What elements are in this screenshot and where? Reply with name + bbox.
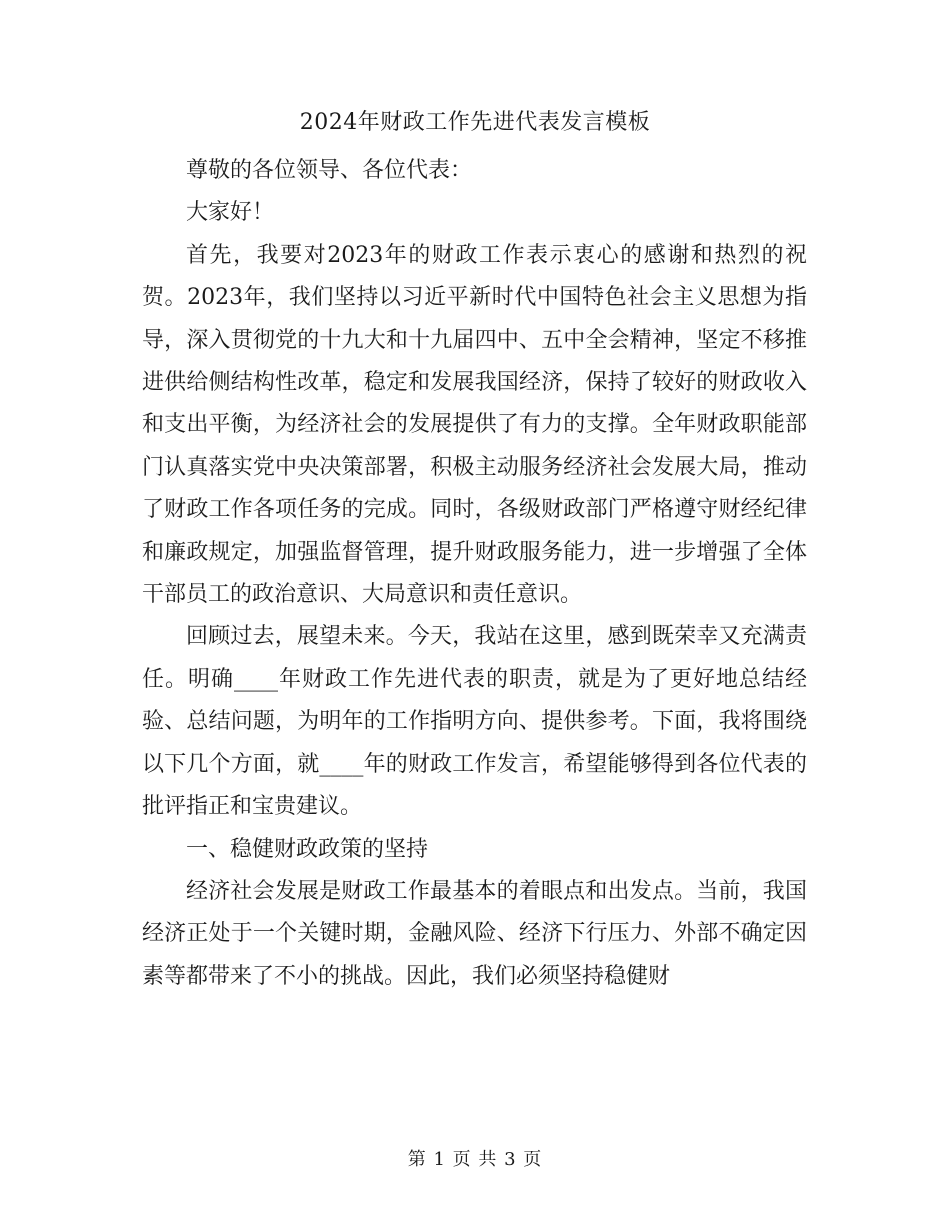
body-paragraph: 首先，我要对2023年的财政工作表示衷心的感谢和热烈的祝贺。2023年，我们坚持以习近平新时代中国特色社会主义思想为指导，深入贯彻党的十九大和十九届四中、五中全会精神，坚定不移推进供给侧结构性改革，稳定和发展我国经济，保持了较好的财政收入和支出平衡，为经济社会的发展提供了有力的支撑。全年财政职能部门认真落实党中央决策部署，积极主动服务经济社会发展大局，推动了财政工作各项任务的完成。同时，各级财政部门严格遵守财经纪律和廉政规定，加强监督管理，提升财政服务能力，进一步增强了全体干部员工的政治意识、大局意识和责任意识。 xyxy=(142,242,807,608)
document-body xyxy=(142,150,807,998)
salutation-paragraph: 尊敬的各位领导、各位代表： xyxy=(186,158,473,183)
document-title: 2024年财政工作先进代表发言模板 xyxy=(299,110,651,135)
section-heading: 一、稳健财政政策的坚持 xyxy=(186,836,429,862)
body-paragraph: 经济社会发展是财政工作最基本的着眼点和出发点。当前，我国经济正处于一个关键时期，金融风险、经济下行压力、外部不确定因素等都带来了不小的挑战。因此，我们必须坚持稳健财 xyxy=(142,878,807,989)
greeting-paragraph: 大家好！ xyxy=(186,200,275,226)
page-number-footer: 第 1 页 共 3 页 xyxy=(407,1149,543,1170)
body-paragraph: 回顾过去，展望未来。今天，我站在这里，感到既荣幸又充满责任。明确____年财政工作先进代表的职责，就是为了更好地总结经验、总结问题，为明年的工作指明方向、提供参考。下面，我将围绕以下几个方面，就____年的财政工作发言，希望能够得到各位代表的批评指正和宝贵建议。 xyxy=(142,624,807,820)
